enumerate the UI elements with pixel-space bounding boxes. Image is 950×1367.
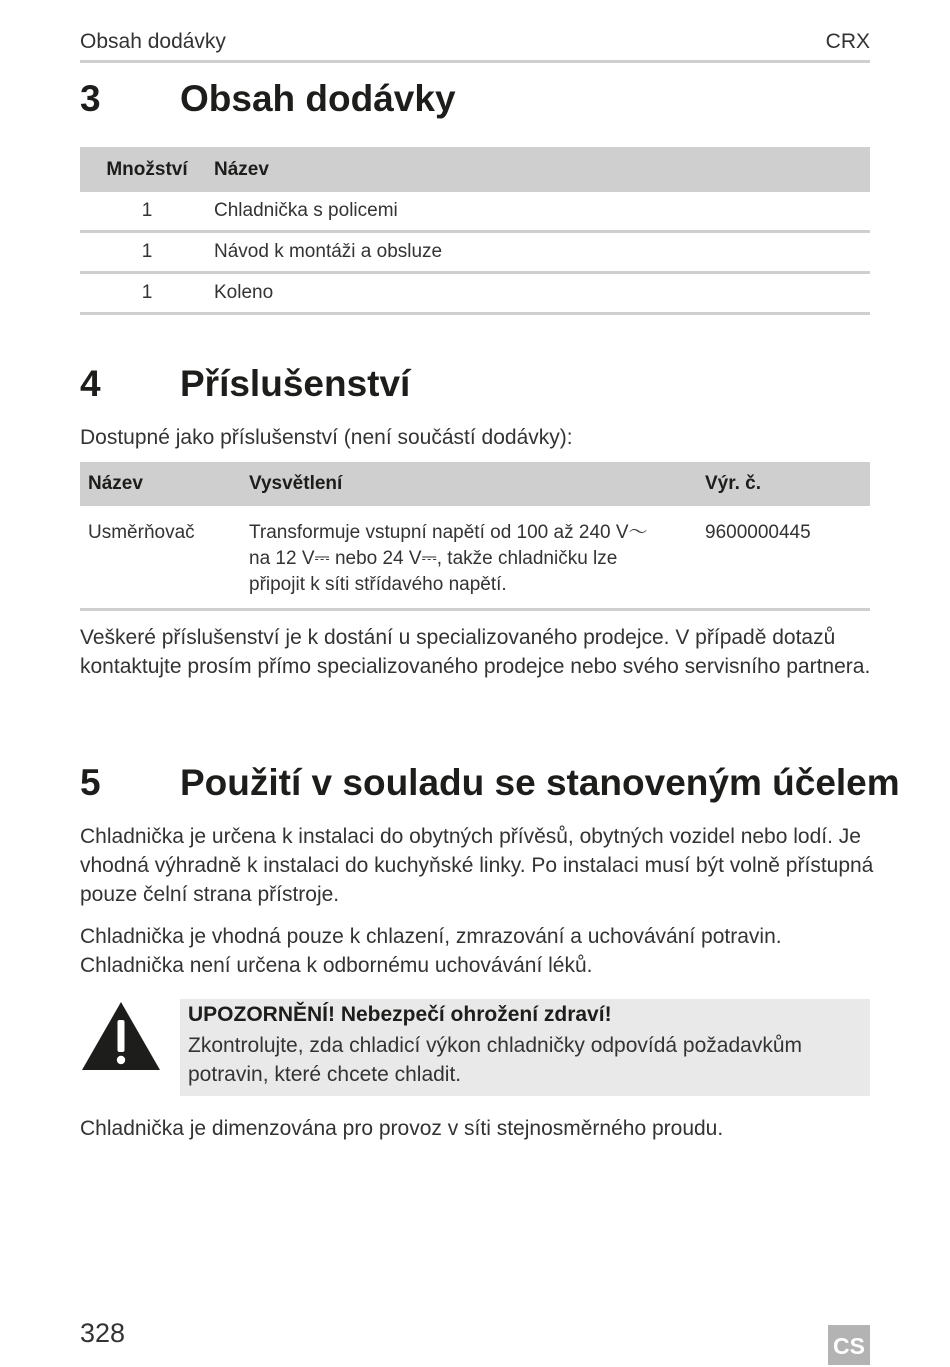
warning-title: UPOZORNĚNÍ! Nebezpečí ohrožení zdraví!: [188, 1003, 612, 1026]
quantity-cell: 1: [80, 273, 214, 314]
table-row: [80, 192, 870, 232]
column-header-quantity: Množství: [80, 147, 214, 192]
intended-use-paragraph: Chladnička je určena k instalaci do obytných přívěsů, obytných vozidel nebo lodí. Je vhodná výhradně k instalaci do kuchyňské linky. Po instalaci musí být volně přístupná pouze čelní strana přístroje.: [80, 825, 874, 906]
warning-box: [180, 999, 870, 1096]
delivery-contents-table: [80, 147, 870, 315]
accessory-explanation-cell: Transformuje vstupní napětí od 100 až 240 V〜 na 12 V⎓ nebo 24 V⎓, takže chladničku lze připojit k síti střídavého napětí.: [241, 506, 697, 610]
page-number: 328: [80, 1318, 126, 1348]
name-cell: Chladnička s policemi: [214, 192, 870, 232]
table-header-row: [80, 462, 870, 506]
name-cell: Koleno: [214, 273, 870, 314]
column-header-name: Název: [214, 147, 870, 192]
language-badge: CS: [828, 1325, 870, 1365]
accessories-table: [80, 462, 870, 611]
section-title: Použití v souladu se stanoveným účelem: [180, 762, 900, 803]
column-header-explanation: Vysvětlení: [241, 462, 697, 506]
table-header-row: [80, 147, 870, 192]
section-title: Obsah dodávky: [180, 78, 456, 119]
warning-triangle-icon: [80, 1000, 162, 1072]
table-row: [80, 506, 870, 610]
accessories-intro: Dostupné jako příslušenství (není součástí dodávky):: [80, 426, 573, 449]
power-supply-paragraph: Chladnička je dimenzována pro provoz v síti stejnosměrného proudu.: [80, 1117, 724, 1140]
column-header-name: Název: [80, 462, 241, 506]
table-row: [80, 232, 870, 273]
section-number: 3: [80, 78, 101, 119]
section-number: 5: [80, 762, 101, 803]
accessories-note: Veškeré příslušenství je k dostání u specializovaného prodejce. V případě dotazů kontaktujte prosím přímo specializovaného prodejce nebo svého servisního partnera.: [80, 626, 871, 678]
running-header: [80, 30, 870, 63]
header-model: CRX: [825, 30, 870, 53]
section-number: 4: [80, 363, 101, 404]
quantity-cell: 1: [80, 192, 214, 232]
food-use-paragraph: Chladnička je vhodná pouze k chlazení, zmrazování a uchovávání potravin. Chladnička není určena k odbornému uchovávání léků.: [80, 925, 782, 977]
quantity-cell: 1: [80, 232, 214, 273]
table-row: [80, 273, 870, 314]
header-section-title: Obsah dodávky: [80, 30, 226, 53]
accessory-name-cell: Usměrňovač: [80, 506, 241, 610]
section-title: Příslušenství: [180, 363, 411, 404]
warning-body: Zkontrolujte, zda chladicí výkon chladničky odpovídá požadavkům potravin, které chcete chladit.: [188, 1034, 803, 1086]
accessory-part-number-cell: 9600000445: [697, 506, 870, 610]
column-header-part-number: Výr. č.: [697, 462, 870, 506]
name-cell: Návod k montáži a obsluze: [214, 232, 870, 273]
